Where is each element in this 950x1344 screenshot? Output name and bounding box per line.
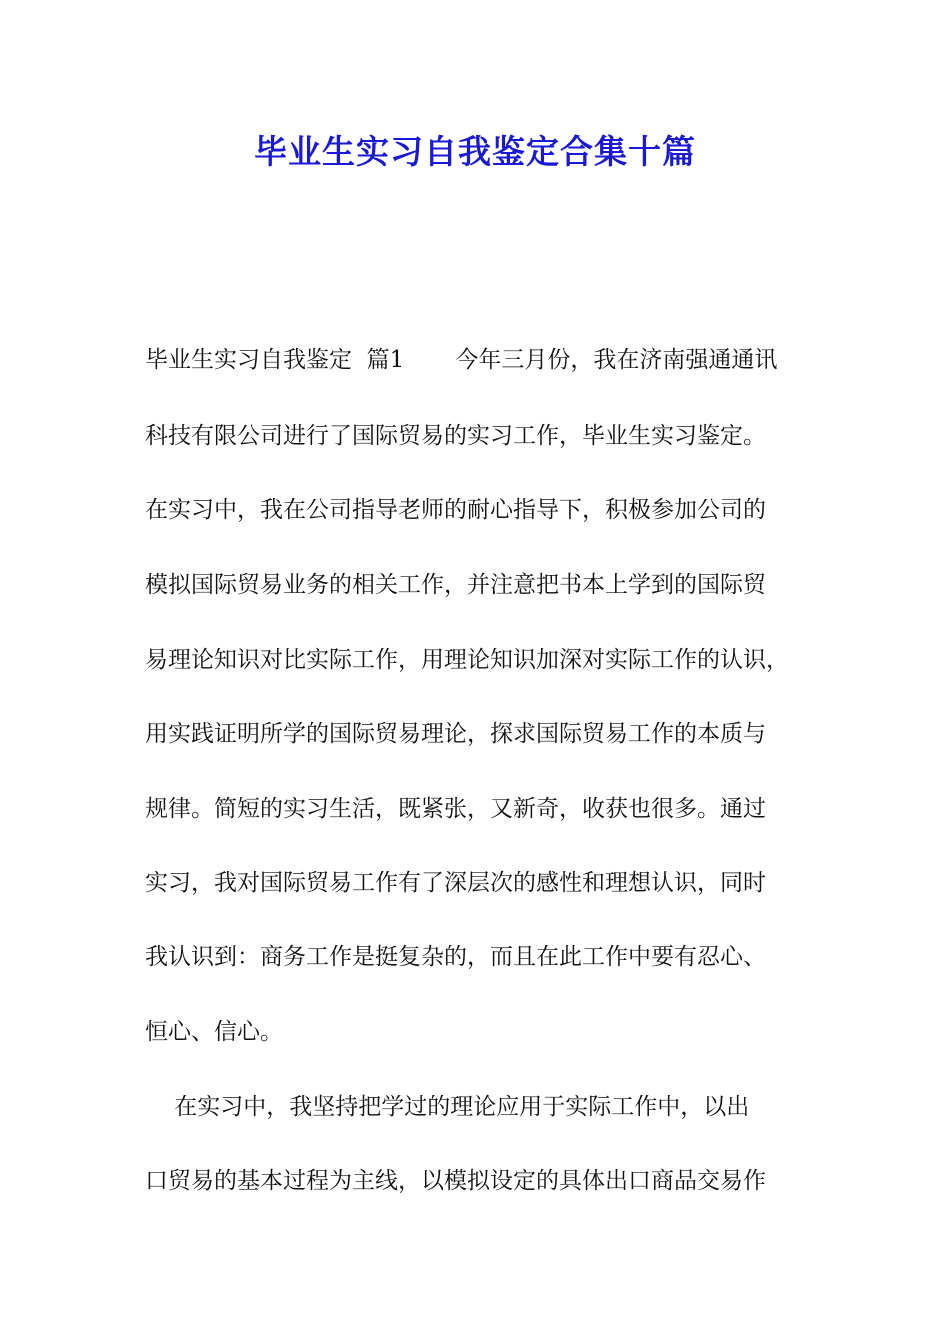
- body-line-12: 口贸易的基本过程为主线，以模拟设定的具体出口商品交易作: [145, 1168, 766, 1194]
- document-title: 毕业生实习自我鉴定合集十篇: [254, 132, 696, 171]
- body-line-7: 规律。简短的实习生活，既紧张，又新奇，收获也很多。通过: [145, 796, 766, 822]
- body-line-5: 易理论知识对比实际工作，用理论知识加深对实际工作的认识，: [145, 647, 789, 673]
- body-line-2: 科技有限公司进行了国际贸易的实习工作，毕业生实习鉴定。: [145, 423, 766, 449]
- body-line-3: 在实习中，我在公司指导老师的耐心指导下，积极参加公司的: [145, 497, 766, 523]
- body-line-8: 实习，我对国际贸易工作有了深层次的感性和理想认识，同时: [145, 870, 766, 896]
- body-line-9: 我认识到：商务工作是挺复杂的，而且在此工作中要有忍心、: [145, 944, 766, 970]
- body-line-11: 在实习中，我坚持把学过的理论应用于实际工作中，以出: [145, 1094, 750, 1120]
- body-line-6: 用实践证明所学的国际贸易理论，探求国际贸易工作的本质与: [145, 721, 766, 747]
- body-line-4: 模拟国际贸易业务的相关工作，并注意把书本上学到的国际贸: [145, 572, 766, 598]
- body-line-1: 毕业生实习自我鉴定 篇1 今年三月份，我在济南强通通讯: [145, 347, 778, 373]
- body-line-10: 恒心、信心。: [145, 1019, 283, 1045]
